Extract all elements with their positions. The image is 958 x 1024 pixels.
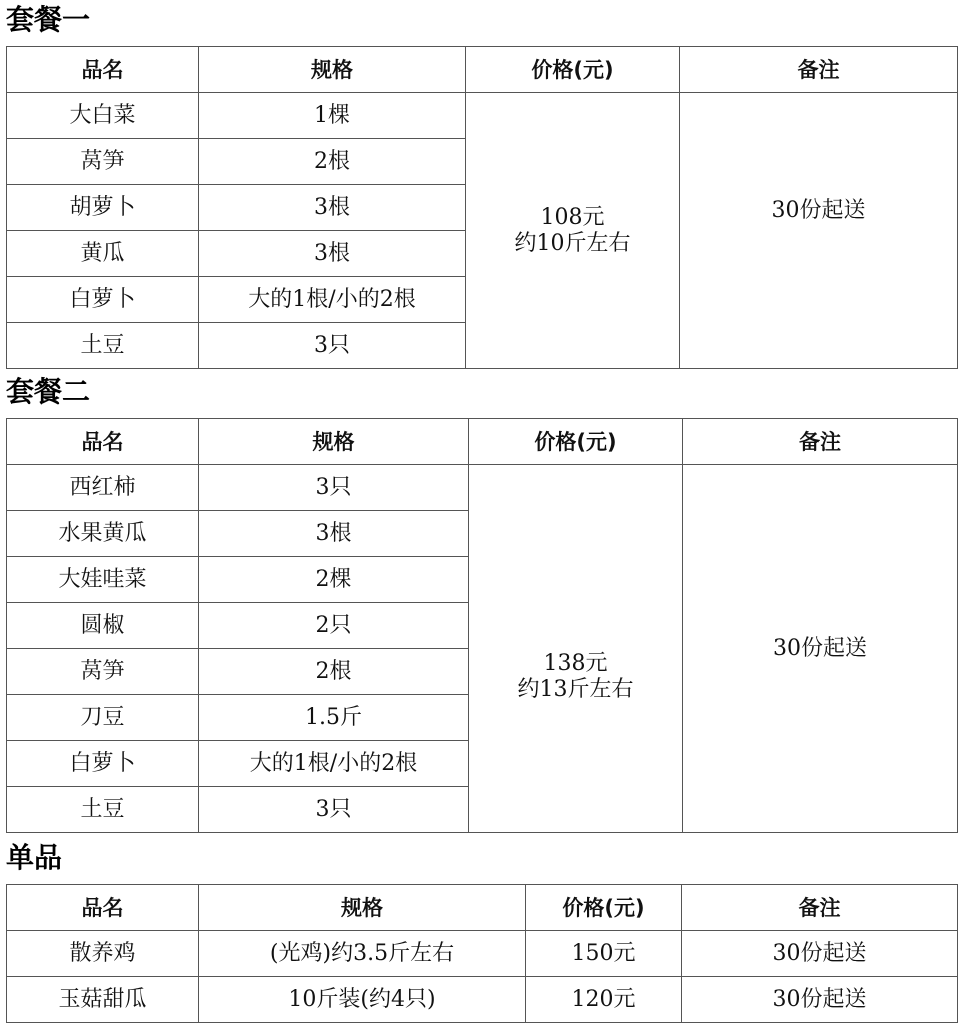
set1-title: 套餐一 [6,3,91,36]
item-spec: 2只 [199,603,469,649]
item-spec: 3只 [199,323,466,369]
header-note: 备注 [680,47,958,93]
item-name: 莴笋 [7,649,199,695]
table-header-row [7,47,958,93]
item-name: 圆椒 [7,603,199,649]
item-spec: (光鸡)约3.5斤左右 [199,931,526,977]
header-name: 品名 [7,885,199,931]
item-name: 大娃哇菜 [7,557,199,603]
item-price: 150元 [526,931,682,977]
set1-price [466,93,680,369]
item-name: 西红柿 [7,465,199,511]
set2-note: 30份起送 [683,465,958,833]
header-price: 价格(元) [469,419,683,465]
item-name: 大白菜 [7,93,199,139]
header-price: 价格(元) [526,885,682,931]
item-name: 土豆 [7,787,199,833]
header-note: 备注 [683,419,958,465]
item-spec: 2根 [199,139,466,185]
item-spec: 大的1根/小的2根 [199,741,469,787]
item-spec: 3只 [199,465,469,511]
item-spec: 3根 [199,231,466,277]
set1-price-weight: 约10斤左右 [514,230,631,256]
item-note: 30份起送 [682,977,958,1023]
header-spec: 规格 [199,885,526,931]
item-spec: 2根 [199,649,469,695]
table-row [7,931,958,977]
item-spec: 2棵 [199,557,469,603]
item-spec: 3根 [199,185,466,231]
single-title: 单品 [6,841,63,874]
table-row [7,977,958,1023]
item-name: 胡萝卜 [7,185,199,231]
table-header-row [7,885,958,931]
header-note: 备注 [682,885,958,931]
table-header-row [7,419,958,465]
set2-title: 套餐二 [6,375,91,408]
item-spec: 大的1根/小的2根 [199,277,466,323]
single-table [6,884,958,1023]
item-name: 黄瓜 [7,231,199,277]
item-note: 30份起送 [682,931,958,977]
item-name: 散养鸡 [7,931,199,977]
item-name: 水果黄瓜 [7,511,199,557]
set2-price-amount: 138元 [543,650,608,676]
header-name: 品名 [7,419,199,465]
item-spec: 3根 [199,511,469,557]
item-name: 白萝卜 [7,277,199,323]
set2-price [469,465,683,833]
header-spec: 规格 [199,419,469,465]
set2-table [6,418,958,833]
header-spec: 规格 [199,47,466,93]
item-name: 玉菇甜瓜 [7,977,199,1023]
set2-price-weight: 约13斤左右 [517,676,634,702]
item-spec: 3只 [199,787,469,833]
item-spec: 1.5斤 [199,695,469,741]
item-spec: 10斤装(约4只) [199,977,526,1023]
item-name: 土豆 [7,323,199,369]
item-name: 白萝卜 [7,741,199,787]
item-name: 莴笋 [7,139,199,185]
set1-price-amount: 108元 [540,204,605,230]
set1-table [6,46,958,369]
table-row [7,465,958,511]
header-price: 价格(元) [466,47,680,93]
item-spec: 1棵 [199,93,466,139]
item-price: 120元 [526,977,682,1023]
item-name: 刀豆 [7,695,199,741]
table-row [7,93,958,139]
header-name: 品名 [7,47,199,93]
set1-note: 30份起送 [680,93,958,369]
